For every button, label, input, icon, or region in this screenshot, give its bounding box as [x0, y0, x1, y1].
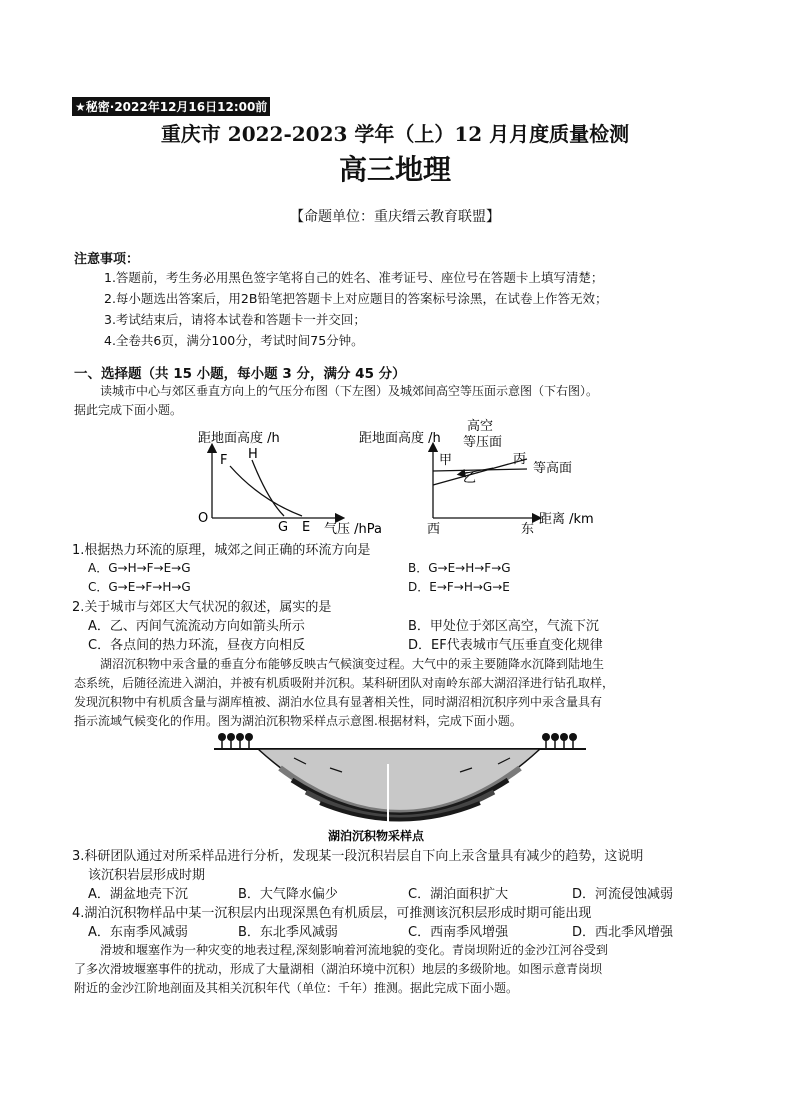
passage-line: 湖沼沉积物中汞含量的垂直分布能够反映古气候演变过程。大气中的汞主要随降水沉降到陆地生 — [100, 657, 605, 671]
isobar-figure — [355, 415, 615, 538]
q3-option-c[interactable]: C．湖泊面积扩大 — [408, 887, 509, 902]
q2-option-b[interactable]: B．甲处位于郊区高空，气流下沉 — [408, 619, 599, 634]
west-label: 西 — [427, 522, 441, 537]
east-label: 东 — [521, 522, 535, 537]
q2-option-a[interactable]: A．乙、丙间气流流动方向如箭头所示 — [88, 619, 305, 634]
point-g-label: G — [278, 520, 289, 535]
question-3-stem: 3.科研团队通过对所采样品进行分析，发现某一段沉积岩层自下向上汞含量具有减少的趋势，这说明 — [72, 849, 644, 864]
point-bing-label: 丙 — [513, 452, 527, 467]
passage-line: 滑坡和堰塞作为一种灾变的地表过程,深刻影响着河流地貌的变化。青岗坝附近的金沙江河谷受到 — [100, 943, 608, 957]
top-label-1: 高空 — [467, 419, 494, 434]
point-jia-label: 甲 — [439, 453, 453, 468]
note-item: 1.答题前，考生务必用黑色签字笔将自己的姓名、准考证号、座位号在答题卡上填写清楚； — [104, 270, 604, 285]
q4-option-a[interactable]: A．东南季风减弱 — [88, 925, 188, 940]
right-xlabel: 距离 /km — [539, 512, 594, 527]
question-4-stem: 4.湖泊沉积物样品中某一沉积层内出现深黑色有机质层，可推测该沉积层形成时期可能出现 — [72, 906, 592, 921]
passage-line: 了多次滑坡堰塞事件的扰动，形成了大量湖相（湖泊环境中沉积）地层的多级阶地。如图示意青岗坝 — [74, 962, 603, 976]
intro-text: 读城市中心与郊区垂直方向上的气压分布图（下左图）及城郊间高空等压面示意图（下右图）。 — [100, 384, 599, 398]
intro-text: 据此完成下面小题。 — [74, 403, 183, 417]
passage-line: 指示流域气候变化的作用。图为湖泊沉积物采样点示意图.根据材料，完成下面小题。 — [74, 714, 522, 728]
q1-option-b[interactable]: B．G→E→H→F→G — [408, 561, 511, 575]
q4-option-c[interactable]: C．西南季风增强 — [408, 925, 509, 940]
point-yi-label: 乙 — [463, 471, 477, 486]
note-item: 4.全卷共6页，满分100分，考试时间75分钟。 — [104, 333, 364, 348]
right-ylabel: 距地面高度 /h — [359, 431, 441, 446]
q3-option-a[interactable]: A．湖盆地壳下沉 — [88, 887, 188, 902]
point-h-label: H — [248, 447, 258, 462]
exam-subject: 高三地理 — [338, 153, 451, 186]
curve-hg — [252, 460, 284, 516]
point-e-label: E — [302, 520, 311, 535]
lake-sediment-figure — [210, 728, 590, 843]
trees-left — [218, 733, 253, 748]
top-label-2: 等压面 — [463, 435, 503, 450]
q2-option-c[interactable]: C．各点间的热力环流，昼夜方向相反 — [88, 638, 306, 653]
q3-option-b[interactable]: B．大气降水偏少 — [238, 887, 338, 902]
left-xlabel: 气压 /hPa — [324, 522, 382, 537]
lake-figure-caption: 湖泊沉积物采样点 — [328, 829, 425, 843]
q3-option-d[interactable]: D．河流侵蚀减弱 — [572, 887, 674, 902]
note-item: 2.每小题选出答案后，用2B铅笔把答题卡上对应题目的答案标号涂黑，在试卷上作答无效； — [104, 291, 608, 306]
q4-option-d[interactable]: D．西北季风增强 — [572, 925, 674, 940]
exam-title: 重庆市 2022-2023 学年（上）12 月月度质量检测 — [160, 122, 630, 146]
origin-label: O — [198, 511, 209, 526]
iso-label: 等高面 — [533, 461, 573, 476]
q1-option-d[interactable]: D．E→F→H→G→E — [408, 580, 510, 594]
question-3-stem-cont: 该沉积岩层形成时期 — [88, 868, 206, 883]
trees-right — [542, 733, 577, 748]
secret-label: ★秘密·2022年12月16日12:00前 — [72, 97, 270, 116]
note-item: 3.考试结束后，请将本试卷和答题卡一并交回； — [104, 312, 366, 327]
notes-heading: 注意事项： — [74, 252, 140, 267]
q2-option-d[interactable]: D．EF代表城市气压垂直变化规律 — [408, 638, 603, 653]
question-2-stem: 2.关于城市与郊区大气状况的叙述，属实的是 — [72, 600, 332, 615]
passage-line: 附近的金沙江阶地剖面及其相关沉积年代（单位：千年）推测。据此完成下面小题。 — [74, 981, 519, 995]
section-heading: 一、选择题（共 15 小题，每小题 3 分，满分 45 分） — [74, 366, 406, 382]
q1-option-a[interactable]: A．G→H→F→E→G — [88, 561, 191, 575]
q4-option-b[interactable]: B．东北季风减弱 — [238, 925, 338, 940]
passage-line: 态系统，后随径流进入湖泊，并被有机质吸附并沉积。某科研团队对南岭东部大湖沼泽进行钻孔取样， — [74, 676, 615, 690]
exam-unit: 【命题单位：重庆缙云教育联盟】 — [290, 209, 500, 225]
left-ylabel: 距地面高度 /h — [198, 431, 280, 446]
point-f-label: F — [220, 453, 228, 468]
passage-line: 发现沉积物中有机质含量与湖库植被、湖泊水位具有显著相关性，同时湖沼相沉积序列中汞含量具有 — [74, 695, 603, 709]
question-1-stem: 1.根据热力环流的原理，城郊之间正确的环流方向是 — [72, 543, 371, 558]
q1-option-c[interactable]: C．G→E→F→H→G — [88, 580, 191, 594]
